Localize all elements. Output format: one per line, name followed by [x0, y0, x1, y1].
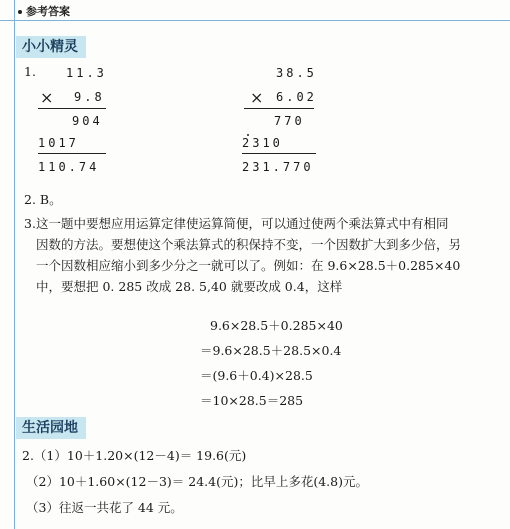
q3-line: 一个因数相应缩小到多少分之一就可以了。例如：在 9.6×28.5＋0.285×40 — [36, 258, 461, 273]
header-tag-text: 参考答案 — [26, 5, 70, 18]
q3-line: 这一题中要想应用运算定律使运算简便，可以通过使两个乘法算式中有相同 — [36, 216, 449, 231]
q3-calc-line: ＝10×28.5＝285 — [200, 393, 304, 408]
q1-right-result: 231.770 — [242, 160, 314, 174]
q3-calc-line: 9.6×28.5＋0.285×40 — [210, 318, 343, 333]
header-line — [0, 20, 510, 21]
q1-left-multiplier: 9.8 — [74, 90, 105, 104]
q1-right-sign: × — [250, 88, 264, 107]
q1-right-partial2: 2310 — [242, 136, 283, 150]
q3-number: 3. — [24, 216, 36, 231]
q3-line: 因数的方法。要想使这个乘法算式的积保持不变，一个因数扩大到多少倍，另 — [36, 237, 462, 252]
q1-left-result: 110.74 — [38, 160, 100, 174]
q1-number: 1. — [24, 64, 36, 79]
q1-right-multiplicand: 38.5 — [276, 66, 317, 80]
header-tag — [18, 3, 70, 19]
life-answer-line-3: （3）往返一共花了 44 元。 — [26, 500, 183, 515]
q2-answer: 2. B。 — [24, 192, 62, 207]
q1-left-sign: × — [40, 88, 54, 107]
q1-right-partial1: 770 — [274, 114, 305, 128]
q1-right-multiplier: 6.02 — [276, 90, 317, 104]
q3-calc-line: ＝9.6×28.5＋28.5×0.4 — [200, 343, 342, 358]
q3-calc-line: ＝(9.6＋0.4)×28.5 — [200, 368, 313, 383]
q1-right-rule-2 — [242, 153, 316, 154]
life-answer-line-2: （2）10＋1.60×(12－3)＝ 24.4(元)；比早上多花(4.8)元。 — [26, 474, 368, 489]
q1-left-rule-2 — [38, 153, 106, 154]
q3-explanation — [36, 213, 506, 297]
q3-line: 中，要想把 0. 285 改成 28. 5,40 就要改成 0.4，这样 — [36, 279, 343, 294]
margin-line — [14, 0, 15, 529]
q1-right-rule-1 — [244, 108, 314, 109]
q1-left-partial2: 1017 — [38, 136, 79, 150]
life-answer-line-1: 2.（1）10＋1.20×(12－4)＝ 19.6(元) — [22, 448, 247, 463]
q1-left-rule-1 — [38, 108, 106, 109]
q1-left-partial1: 904 — [72, 114, 103, 128]
section-title-shenghuo-yuandi: 生活园地 — [16, 417, 86, 439]
bullet-icon — [18, 10, 22, 14]
q1-left-multiplicand: 11.3 — [66, 66, 107, 80]
section-title-xiaoxiao-jingling: 小小精灵 — [16, 36, 86, 58]
